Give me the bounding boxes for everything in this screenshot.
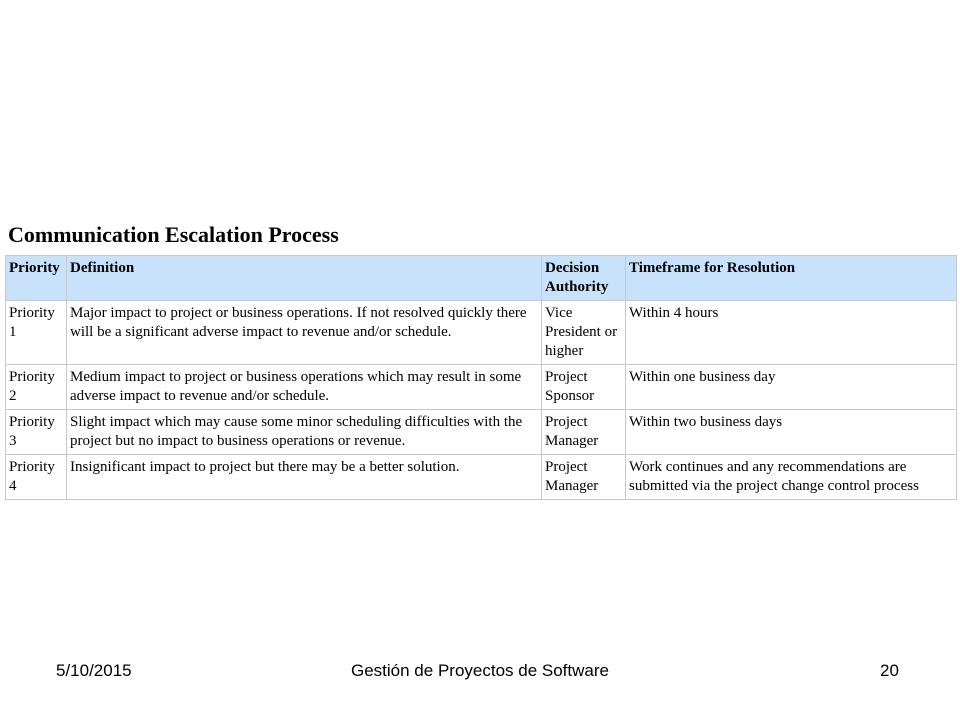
footer-page-number: 20 xyxy=(880,661,899,680)
cell-authority: Vice President or higher xyxy=(542,301,626,365)
cell-timeframe: Within two business days xyxy=(626,410,957,455)
cell-timeframe: Within 4 hours xyxy=(626,301,957,365)
header-priority: Priority xyxy=(6,256,67,301)
cell-priority: Priority 2 xyxy=(6,365,67,410)
footer-course-title: Gestión de Proyectos de Software xyxy=(351,661,609,680)
cell-definition: Medium impact to project or business operations which may result in some adverse impact to revenue and/or schedule. xyxy=(67,365,542,410)
document-title: Communication Escalation Process xyxy=(8,222,339,247)
header-timeframe: Timeframe for Resolution xyxy=(626,256,957,301)
cell-definition: Major impact to project or business operations. If not resolved quickly there will be a significant adverse impact to revenue and/or schedule. xyxy=(67,301,542,365)
escalation-table xyxy=(5,255,957,500)
table-row xyxy=(6,410,957,455)
cell-authority: Project Manager xyxy=(542,410,626,455)
cell-authority: Project Sponsor xyxy=(542,365,626,410)
table-row xyxy=(6,365,957,410)
footer-date: 5/10/2015 xyxy=(56,661,132,680)
cell-definition: Insignificant impact to project but there may be a better solution. xyxy=(67,455,542,500)
cell-authority: Project Manager xyxy=(542,455,626,500)
cell-definition: Slight impact which may cause some minor scheduling difficulties with the project but no impact to business operations or revenue. xyxy=(67,410,542,455)
cell-timeframe: Within one business day xyxy=(626,365,957,410)
cell-priority: Priority 4 xyxy=(6,455,67,500)
header-decision-authority: Decision Authority xyxy=(542,256,626,301)
cell-priority: Priority 3 xyxy=(6,410,67,455)
table-row xyxy=(6,301,957,365)
table-header-row xyxy=(6,256,957,301)
cell-priority: Priority 1 xyxy=(6,301,67,365)
header-definition: Definition xyxy=(67,256,542,301)
table-row xyxy=(6,455,957,500)
cell-timeframe: Work continues and any recommendations are submitted via the project change control process xyxy=(626,455,957,500)
